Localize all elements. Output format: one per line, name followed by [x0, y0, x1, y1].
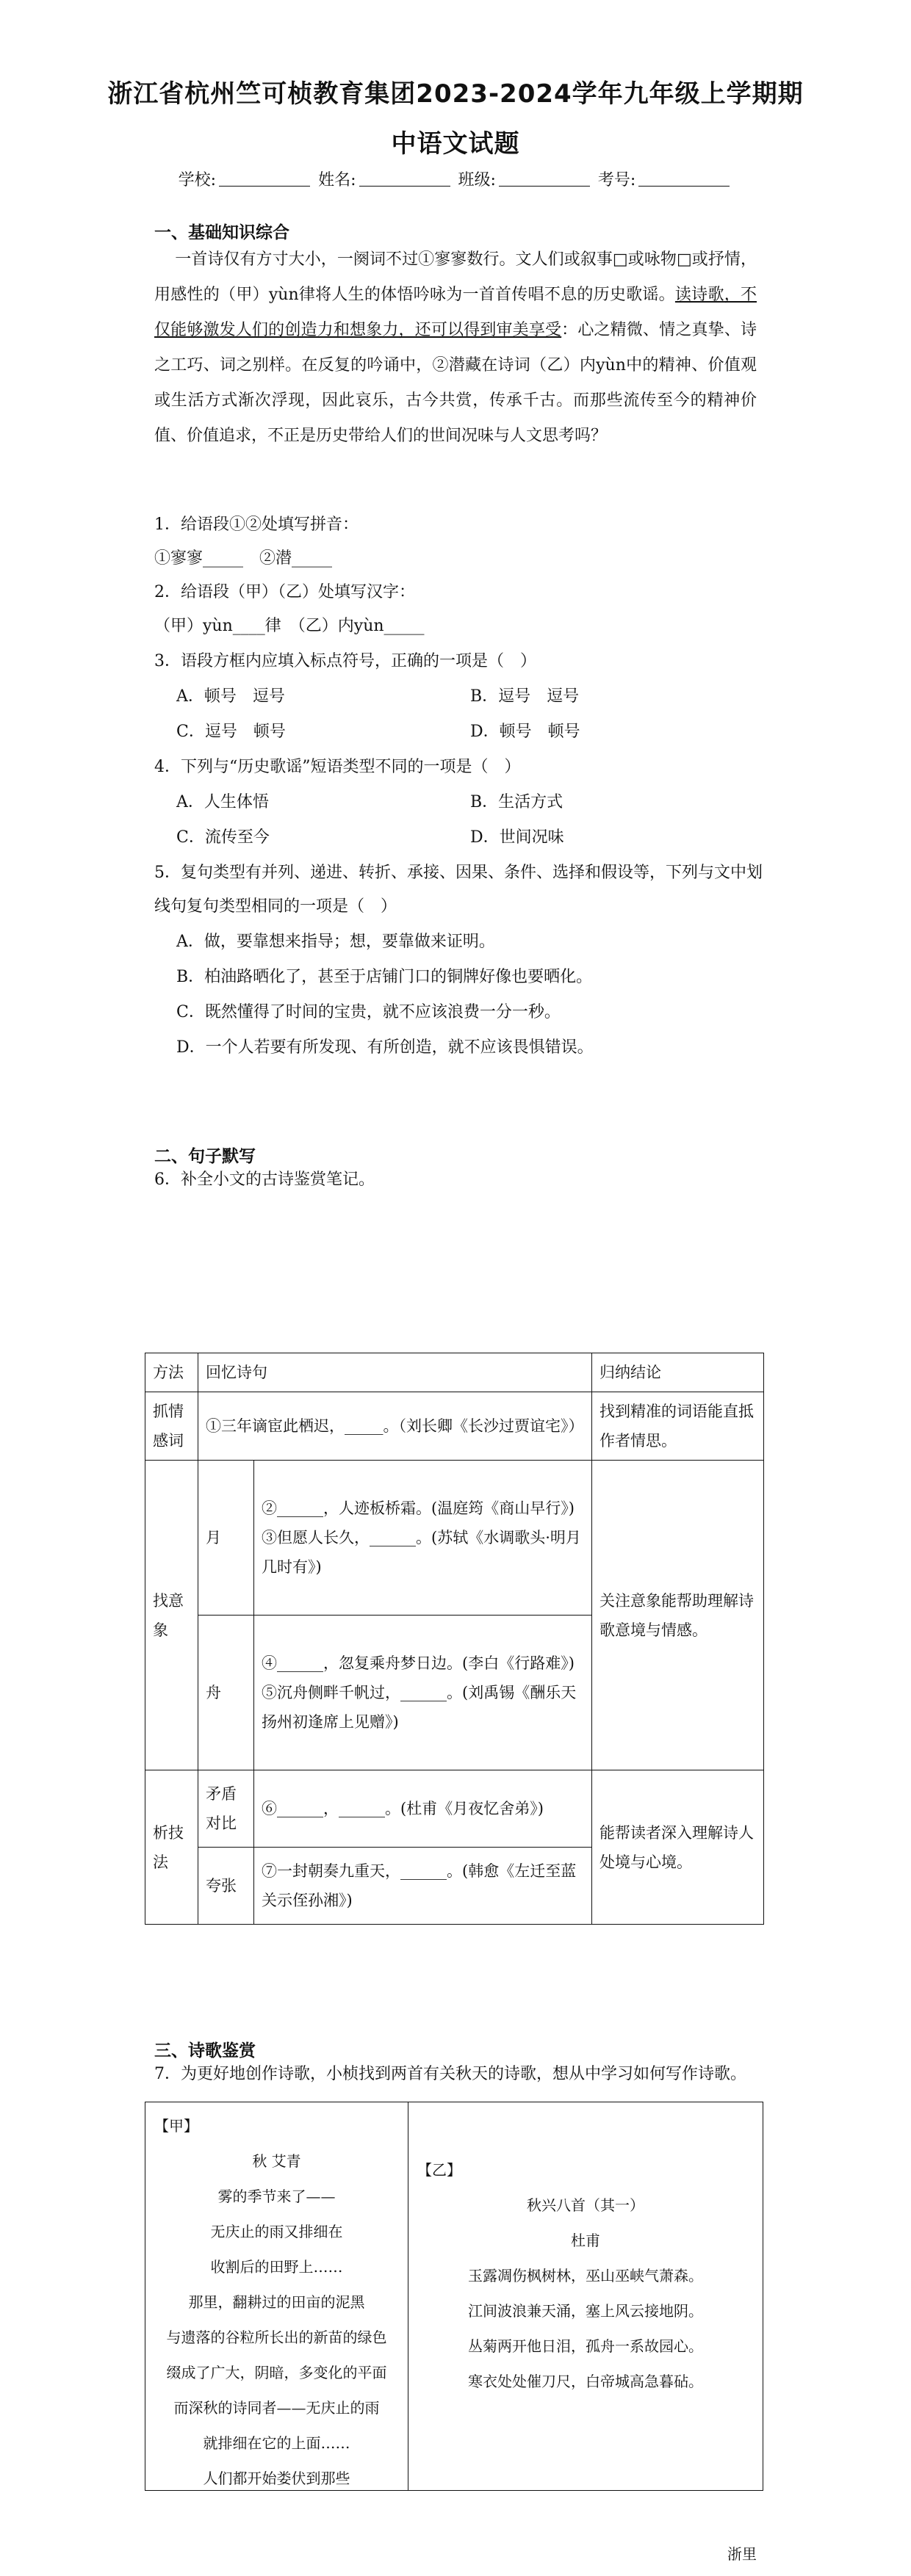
section2-heading: 二、句子默写	[154, 1147, 256, 1166]
question-5-line2: 线句复句类型相同的一项是（ ）	[154, 897, 397, 916]
row3-sub-exaggeration: 夸张	[198, 1848, 254, 1925]
row3-poem-7: ⑦一封朝奏九重天，______。(韩愈《左迁至蓝关示侄孙湘》)	[254, 1848, 592, 1925]
header-conclusion: 归纳结论	[592, 1353, 764, 1392]
row1-poem: ①三年谪宦此栖迟，_____。（刘长卿《长沙过贾谊宅》）	[198, 1392, 592, 1461]
question-5-option-b: B．柏油路晒化了，甚至于店铺门口的铜牌好像也要晒化。	[176, 968, 593, 986]
page-footer: 浙里	[727, 2545, 757, 2563]
school-label: 学校:	[178, 171, 217, 189]
poem-b-line: 寒衣处处催刀尺，白帝城高急暮砧。	[468, 2373, 703, 2390]
question-3-option-b: B．逗号 逗号	[470, 687, 580, 706]
row3-conclusion: 能帮读者深入理解诗人处境与心境。	[592, 1770, 764, 1925]
poems-box	[145, 2102, 763, 2491]
question-6: 6．补全小文的古诗鉴赏笔记。	[154, 1171, 375, 1189]
poetry-notes-table	[145, 1353, 764, 1925]
poem-b-tag: 【乙】	[417, 2161, 461, 2179]
table-row	[145, 1353, 764, 1392]
table-row	[145, 1461, 764, 1616]
poem-b-author: 杜甫	[571, 2232, 600, 2249]
poem-a-title: 秋 艾青	[252, 2152, 301, 2170]
row3-poem-6: ⑥______，______。(杜甫《月夜忆舍弟》)	[254, 1770, 592, 1848]
row2-boat-poems	[254, 1616, 592, 1770]
poem-a-line: 就排细在它的上面……	[203, 2434, 350, 2452]
poem-b-spacer	[417, 2108, 754, 2152]
question-4: 4．下列与“历史歌谣”短语类型不同的一项是（ ）	[154, 758, 521, 776]
row3-sub-contrast: 矛盾对比	[198, 1770, 254, 1848]
class-blank	[499, 171, 590, 187]
row2-moon-poems	[254, 1461, 592, 1616]
passage-part1: 一首诗仅有方寸大小，一阕词不过①寥寥数行。文人们或叙事□或咏物□或抒情，用感性的（甲）yùn律将人生的体悟吟咏为一首首传唱不息的历史歌谣。	[154, 250, 757, 304]
row2-sub-moon: 月	[198, 1461, 254, 1616]
table-row	[145, 1392, 764, 1461]
poem-a-line: 雾的季节来了——	[217, 2188, 336, 2205]
poem-a-line: 那里，翻耕过的田亩的泥黑	[188, 2293, 365, 2311]
row2-sub-boat: 舟	[198, 1616, 254, 1770]
question-5-option-d: D．一个人若要有所发现、有所创造，就不应该畏惧错误。	[176, 1038, 594, 1057]
school-blank	[219, 171, 310, 187]
poem-a-line: 缀成了广大，阴暗，多变化的平面	[166, 2364, 387, 2381]
question-1-blanks: ①寥寥_____ ②潜_____	[154, 549, 333, 568]
header-recall: 回忆诗句	[198, 1353, 592, 1392]
row1-method: 抓情感词	[145, 1392, 198, 1461]
poem-b-line: 丛菊两开他日泪，孤舟一系故园心。	[468, 2337, 703, 2355]
header-method: 方法	[145, 1353, 198, 1392]
question-3: 3．语段方框内应填入标点符号，正确的一项是（ ）	[154, 652, 536, 670]
row3-method: 析技法	[145, 1770, 198, 1925]
row2-method: 找意象	[145, 1461, 198, 1770]
exam-title-line1: 浙江省杭州竺可桢教育集团2023-2024学年九年级上学期期	[107, 79, 804, 109]
question-2: 2．给语段（甲）（乙）处填写汉字：	[154, 583, 415, 601]
passage-part2: ：心之精微、情之真挚、诗之工巧、词之别样。在反复的吟诵中，②潜藏在诗词（乙）内yùn中的精神、价值观或生活方式渐次浮现，因此哀乐，古今共赏，传承千古。而那些流传至今的精神价值、价值追求，不正是历史带给人们的世间况味与人文思考吗？	[154, 321, 757, 445]
question-5-option-c: C．既然懂得了时间的宝贵，就不应该浪费一分一秒。	[176, 1003, 561, 1021]
question-3-option-d: D．顿号 顿号	[470, 723, 580, 741]
exam-no-label: 考号:	[597, 171, 636, 189]
class-label: 班级:	[458, 171, 496, 189]
poem-b-line: 玉露凋伤枫树林，巫山巫峡气萧森。	[468, 2267, 703, 2284]
poem-a-tag: 【甲】	[154, 2117, 198, 2135]
question-4-option-d: D．世间况味	[470, 828, 564, 847]
row2-conclusion: 关注意象能帮助理解诗歌意境与情感。	[592, 1461, 764, 1770]
row2-poem-4: ④______，忽复乘舟梦日边。(李白《行路难》)	[262, 1654, 575, 1672]
reading-passage	[154, 242, 757, 454]
row2-poem-2: ②______，人迹板桥霜。(温庭筠《商山早行》)	[262, 1499, 575, 1517]
table-row	[145, 1770, 764, 1848]
question-1: 1．给语段①②处填写拼音：	[154, 515, 359, 534]
question-4-option-c: C．流传至今	[176, 828, 270, 847]
question-5-line1: 5．复句类型有并列、递进、转折、承接、因果、条件、选择和假设等，下列与文中划	[154, 864, 763, 882]
question-2-blanks: （甲）yùn____律 （乙）内yùn_____	[154, 617, 425, 635]
row2-poem-3: ③但愿人长久，______。(苏轼《水调歌头·明月几时有》)	[262, 1529, 581, 1576]
question-4-option-a: A．人生体悟	[176, 793, 269, 811]
question-5-option-a: A．做，要靠想来指导；想，要靠做来证明。	[176, 933, 495, 951]
question-7: 7．为更好地创作诗歌，小桢找到两首有关秋天的诗歌，想从中学习如何写作诗歌。	[154, 2065, 746, 2083]
name-label: 姓名:	[318, 171, 356, 189]
row2-poem-5: ⑤沉舟侧畔千帆过，______。(刘禹锡《酬乐天扬州初逢席上见赠》)	[262, 1684, 577, 1731]
poem-b-line: 江间波浪兼天涌，塞上风云接地阴。	[468, 2302, 703, 2320]
poem-a-line: 收割后的田野上……	[210, 2258, 343, 2276]
name-blank	[359, 171, 450, 187]
poem-a-line: 无庆止的雨又排细在	[210, 2223, 343, 2240]
question-3-option-c: C．逗号 顿号	[176, 723, 286, 741]
question-4-option-b: B．生活方式	[470, 793, 563, 811]
section1-heading: 一、基础知识综合	[154, 223, 289, 242]
section3-heading: 三、诗歌鉴赏	[154, 2041, 256, 2061]
question-3-option-a: A．顿号 逗号	[176, 687, 285, 706]
poem-a-line: 而深秋的诗同者——无庆止的雨	[173, 2399, 380, 2417]
poem-a-line: 与遗落的谷粒所长出的新苗的绿色	[166, 2329, 387, 2346]
exam-title-line2: 中语文试题	[391, 129, 520, 159]
poem-b-title: 秋兴八首（其一）	[527, 2196, 644, 2214]
passage-underlined-sentence: 读诗歌，不仅能够激发人们的创造力和想象力，还可以得到审美享受	[154, 286, 757, 339]
exam-no-blank	[638, 171, 730, 187]
student-info-line	[0, 167, 911, 190]
row1-conclusion: 找到精准的词语能直抵作者情思。	[592, 1392, 764, 1461]
poem-a	[145, 2102, 408, 2490]
poem-b	[408, 2102, 763, 2490]
poem-a-line: 人们都开始娄伏到那些	[203, 2470, 350, 2487]
